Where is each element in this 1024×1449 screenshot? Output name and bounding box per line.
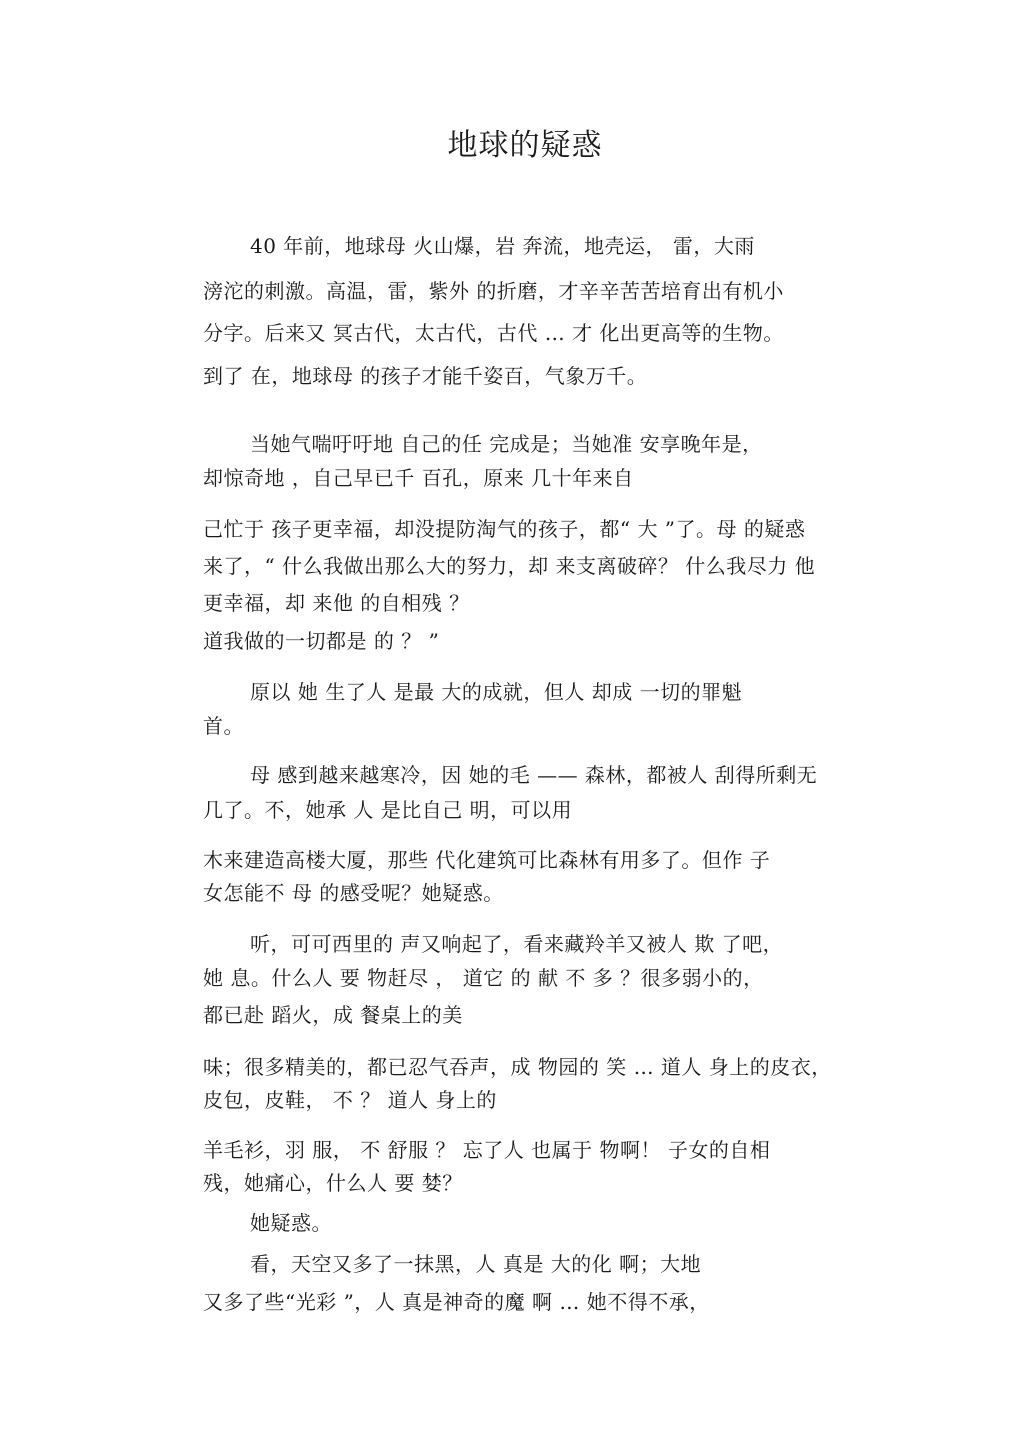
paragraph-line: 她 息。什么人 要 物赶尽 ， 道它 的 献 不 多 ？很多弱小的， <box>203 966 764 990</box>
paragraph-line: 原以 她 生了人 是最 大的成就，但人 却成 一切的罪魁 <box>250 680 743 704</box>
paragraph-line: 听，可可西里的 声又响起了，看来藏羚羊又被人 欺 了吧， <box>250 932 784 956</box>
paragraph-line: 残，她痛心，什么人 要 婪？ <box>203 1171 463 1195</box>
paragraph-line: 来了，“ 什么我做出那么大的努力，却 来支离破碎？ 什么我尽力 他 <box>203 554 816 578</box>
paragraph-line: 道我做的一切都是 的 ？ ” <box>203 629 440 653</box>
paragraph-line: 更幸福，却 来他 的自相残 ？ <box>203 591 470 615</box>
paragraph-line: 当她气喘吁吁地 自己的任 完成是；当她准 安享晚年是， <box>250 432 763 456</box>
paragraph-line: 味；很多精美的，都已忍气吞声，成 物园的 笑 … 道人 身上的皮衣， <box>203 1055 832 1079</box>
paragraph-line: 滂沱的刺激。高温，雷，紫外 的折磨，才辛辛苦苦培育出有机小 <box>203 279 784 303</box>
paragraph-line: 首。 <box>203 714 244 738</box>
paragraph-line: 母 感到越来越寒冷，因 她的毛 —— 森林，都被人 刮得所剩无 <box>250 763 818 787</box>
paragraph-line: 看，天空又多了一抹黑，人 真是 大的化 啊；大地 <box>250 1252 702 1276</box>
paragraph-line: 女怎能不 母 的感受呢？她疑惑。 <box>203 881 504 905</box>
paragraph-line: 又多了些“光彩 ”，人 真是神奇的魔 啊 … 她不得不承， <box>203 1290 710 1314</box>
paragraph-line: 己忙于 孩子更幸福，却没提防淘气的孩子，都“ 大 ”了。母 的疑惑 <box>203 517 806 541</box>
paragraph-line: 到了 在，地球母 的孩子才能千姿百，气象万千。 <box>203 364 648 388</box>
document-title: 地球的疑惑 <box>447 128 603 163</box>
paragraph-line: 皮包，皮鞋， 不 ？ 道人 身上的 <box>203 1088 497 1112</box>
paragraph-line: 分字。后来又 冥古代，太古代，古代 … 才 化出更高等的生物。 <box>203 321 784 345</box>
paragraph-line: 木来建造高楼大厦，那些 代化建筑可比森林有用多了。但作 子 <box>203 848 771 872</box>
paragraph-line: 她疑惑。 <box>250 1211 332 1235</box>
paragraph-line: 几了。不，她承 人 是比自己 明，可以用 <box>203 798 573 822</box>
paragraph-line: 40 年前，地球母 火山爆，岩 奔流，地壳运， 雷，大雨 <box>250 234 755 258</box>
paragraph-line: 都已赴 蹈火，成 餐桌上的美 <box>203 1003 463 1027</box>
paragraph-line: 羊毛衫，羽 服， 不 舒服 ？ 忘了人 也属于 物啊！ 子女的自相 <box>203 1138 771 1162</box>
paragraph-line: 却惊奇地 ，自己早已千 百孔，原来 几十年来自 <box>203 466 634 490</box>
